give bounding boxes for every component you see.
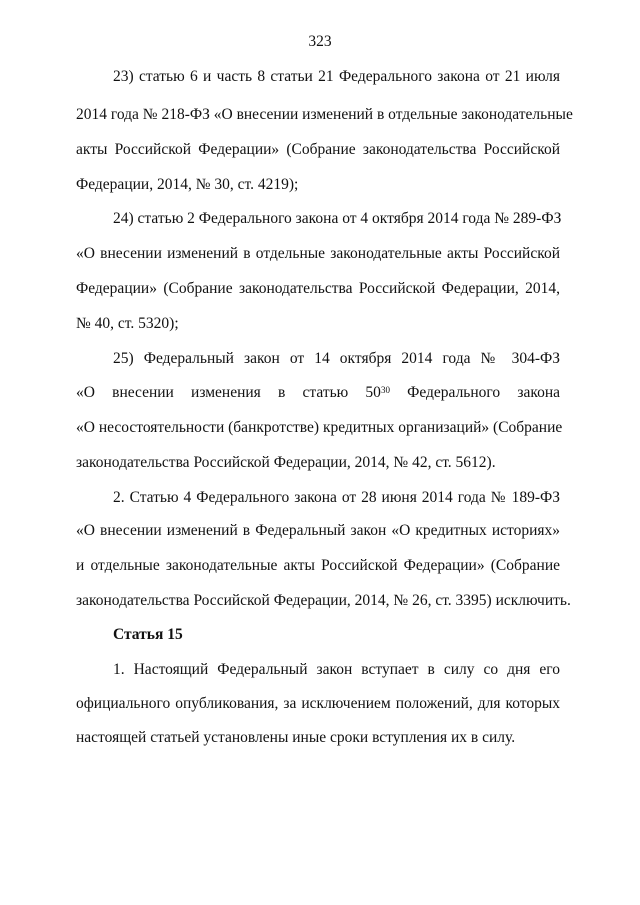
paragraph-23-line-2: 2014 года № 218-ФЗ «О внесении изменений в отдельные законодательные — [76, 106, 573, 123]
paragraph-25-line-2-part-a: «О внесении изменения в статью 50 — [76, 384, 381, 401]
paragraph-24-line-3: Федерации» (Собрание законодательства Российской Федерации, 2014, — [76, 280, 560, 297]
paragraph-2-line-3: и отдельные законодательные акты Российской Федерации» (Собрание — [76, 557, 560, 574]
page-number: 323 — [308, 33, 332, 50]
paragraph-25-line-4: законодательства Российской Федерации, 2014, № 42, ст. 5612). — [76, 454, 496, 471]
paragraph-23-line-3: акты Российской Федерации» (Собрание законодательства Российской — [76, 141, 560, 158]
article-15-paragraph-1-line-3: настоящей статьей установлены иные сроки вступления их в силу. — [76, 729, 516, 746]
paragraph-25-line-3: «О несостоятельности (банкротстве) кредитных организаций» (Собрание — [76, 419, 563, 436]
paragraph-2-line-4: законодательства Российской Федерации, 2014, № 26, ст. 3395) исключить. — [76, 592, 571, 609]
paragraph-25-line-2-part-b: Федерального закона — [389, 384, 561, 401]
paragraph-24-line-4: № 40, ст. 5320); — [76, 315, 179, 332]
paragraph-2-line-2: «О внесении изменений в Федеральный закон «О кредитных историях» — [76, 522, 560, 539]
article-15-paragraph-1-line-2: официального опубликования, за исключением положений, для которых — [76, 695, 560, 712]
paragraph-23-line-1: 23) статью 6 и часть 8 статьи 21 Федерального закона от 21 июля — [113, 68, 560, 85]
article-heading: Статья 15 — [113, 626, 183, 643]
paragraph-2-line-1: 2. Статью 4 Федерального закона от 28 июня 2014 года № 189-ФЗ — [113, 489, 560, 506]
paragraph-25-line-2 — [76, 383, 560, 403]
superscript-30: 30 — [380, 385, 390, 395]
paragraph-24-line-1: 24) статью 2 Федерального закона от 4 октября 2014 года № 289-ФЗ — [113, 210, 562, 227]
paragraph-23-line-4: Федерации, 2014, № 30, ст. 4219); — [76, 176, 299, 193]
article-15-paragraph-1-line-1: 1. Настоящий Федеральный закон вступает в силу со дня его — [113, 661, 560, 678]
paragraph-24-line-2: «О внесении изменений в отдельные законодательные акты Российской — [76, 245, 560, 262]
paragraph-25-line-1: 25) Федеральный закон от 14 октября 2014 года № 304-ФЗ — [113, 350, 560, 367]
